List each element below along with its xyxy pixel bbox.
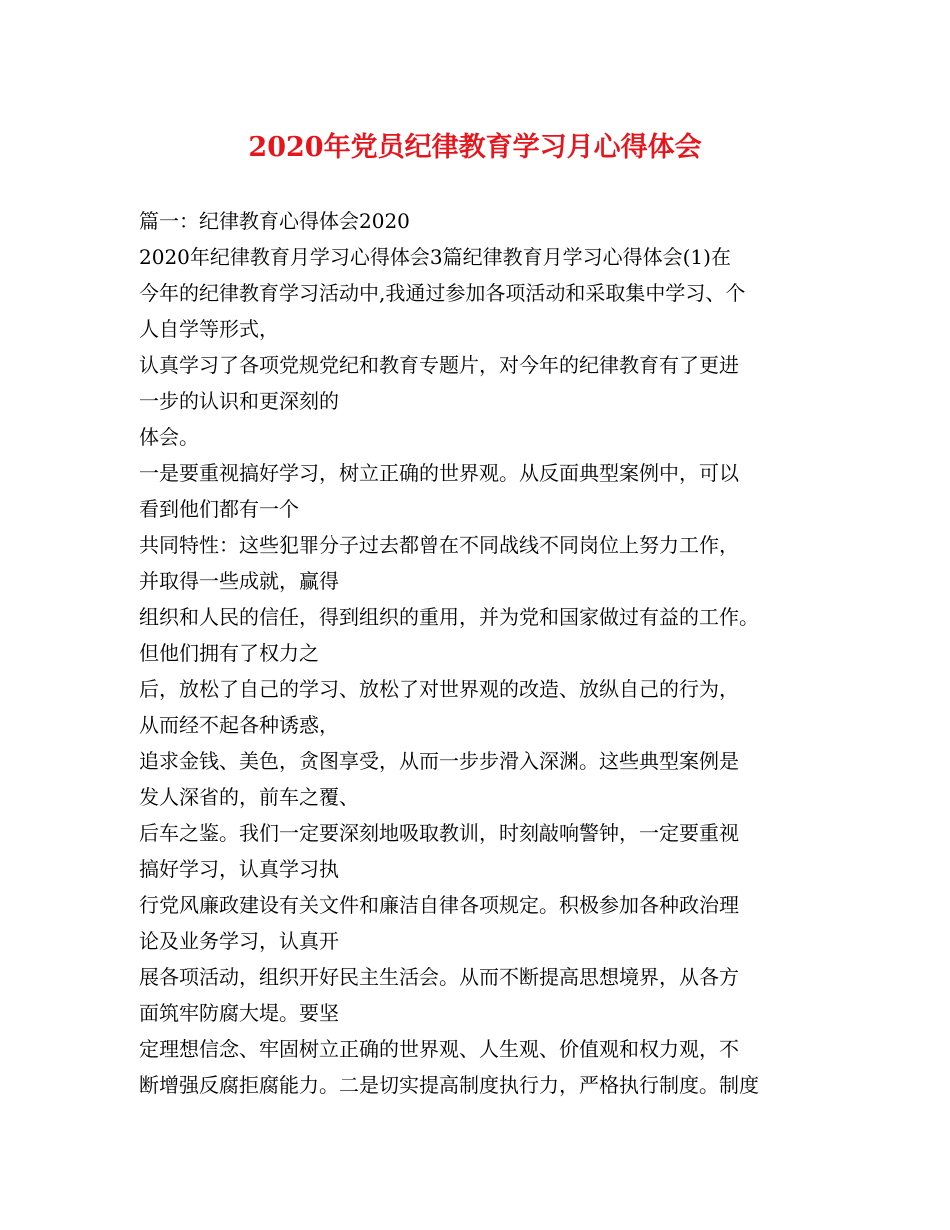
body-line: 今年的纪律教育学习活动中,我通过参加各项活动和采取集中学习、个 <box>139 281 746 305</box>
body-line: 一是要重视搞好学习，树立正确的世界观。从反面典型案例中，可以 <box>139 461 739 485</box>
body-line: 从而经不起各种诱惑， <box>139 713 339 737</box>
body-line: 一步的认识和更深刻的 <box>139 389 339 413</box>
body-line: 发人深省的，前车之覆、 <box>139 785 359 809</box>
body-line: 行党风廉政建设有关文件和廉洁自律各项规定。积极参加各种政治理 <box>139 893 739 917</box>
body-line: 追求金钱、美色，贪图享受，从而一步步滑入深渊。这些典型案例是 <box>139 749 739 773</box>
body-line: 论及业务学习，认真开 <box>139 929 339 953</box>
body-line: 体会。 <box>139 425 199 449</box>
body-line: 并取得一些成就，赢得 <box>139 569 339 593</box>
body-line: 人自学等形式， <box>139 317 279 341</box>
document-title: 2020年党员纪律教育学习月心得体会 <box>248 132 702 163</box>
body-line: 后，放松了自己的学习、放松了对世界观的改造、放纵自己的行为， <box>139 677 739 701</box>
body-line: 但他们拥有了权力之 <box>139 641 319 665</box>
body-line: 认真学习了各项党规党纪和教育专题片，对今年的纪律教育有了更进 <box>139 353 739 377</box>
body-line: 定理想信念、牢固树立正确的世界观、人生观、价值观和权力观，不 <box>139 1037 739 1061</box>
document-body <box>139 203 829 1103</box>
body-line: 断增强反腐拒腐能力。二是切实提高制度执行力，严格执行制度。制度 <box>139 1073 759 1097</box>
body-line: 2020年纪律教育月学习心得体会3篇纪律教育月学习心得体会(1)在 <box>139 245 731 269</box>
body-line: 篇一：纪律教育心得体会2020 <box>139 209 410 233</box>
body-line: 组织和人民的信任，得到组织的重用，并为党和国家做过有益的工作。 <box>139 605 759 629</box>
body-line: 共同特性：这些犯罪分子过去都曾在不同战线不同岗位上努力工作， <box>139 533 739 557</box>
body-line: 看到他们都有一个 <box>139 497 299 521</box>
body-line: 面筑牢防腐大堤。要坚 <box>139 1001 339 1025</box>
body-line: 展各项活动，组织开好民主生活会。从而不断提高思想境界，从各方 <box>139 965 739 989</box>
body-line: 搞好学习，认真学习执 <box>139 857 339 881</box>
body-line: 后车之鉴。我们一定要深刻地吸取教训，时刻敲响警钟，一定要重视 <box>139 821 739 845</box>
